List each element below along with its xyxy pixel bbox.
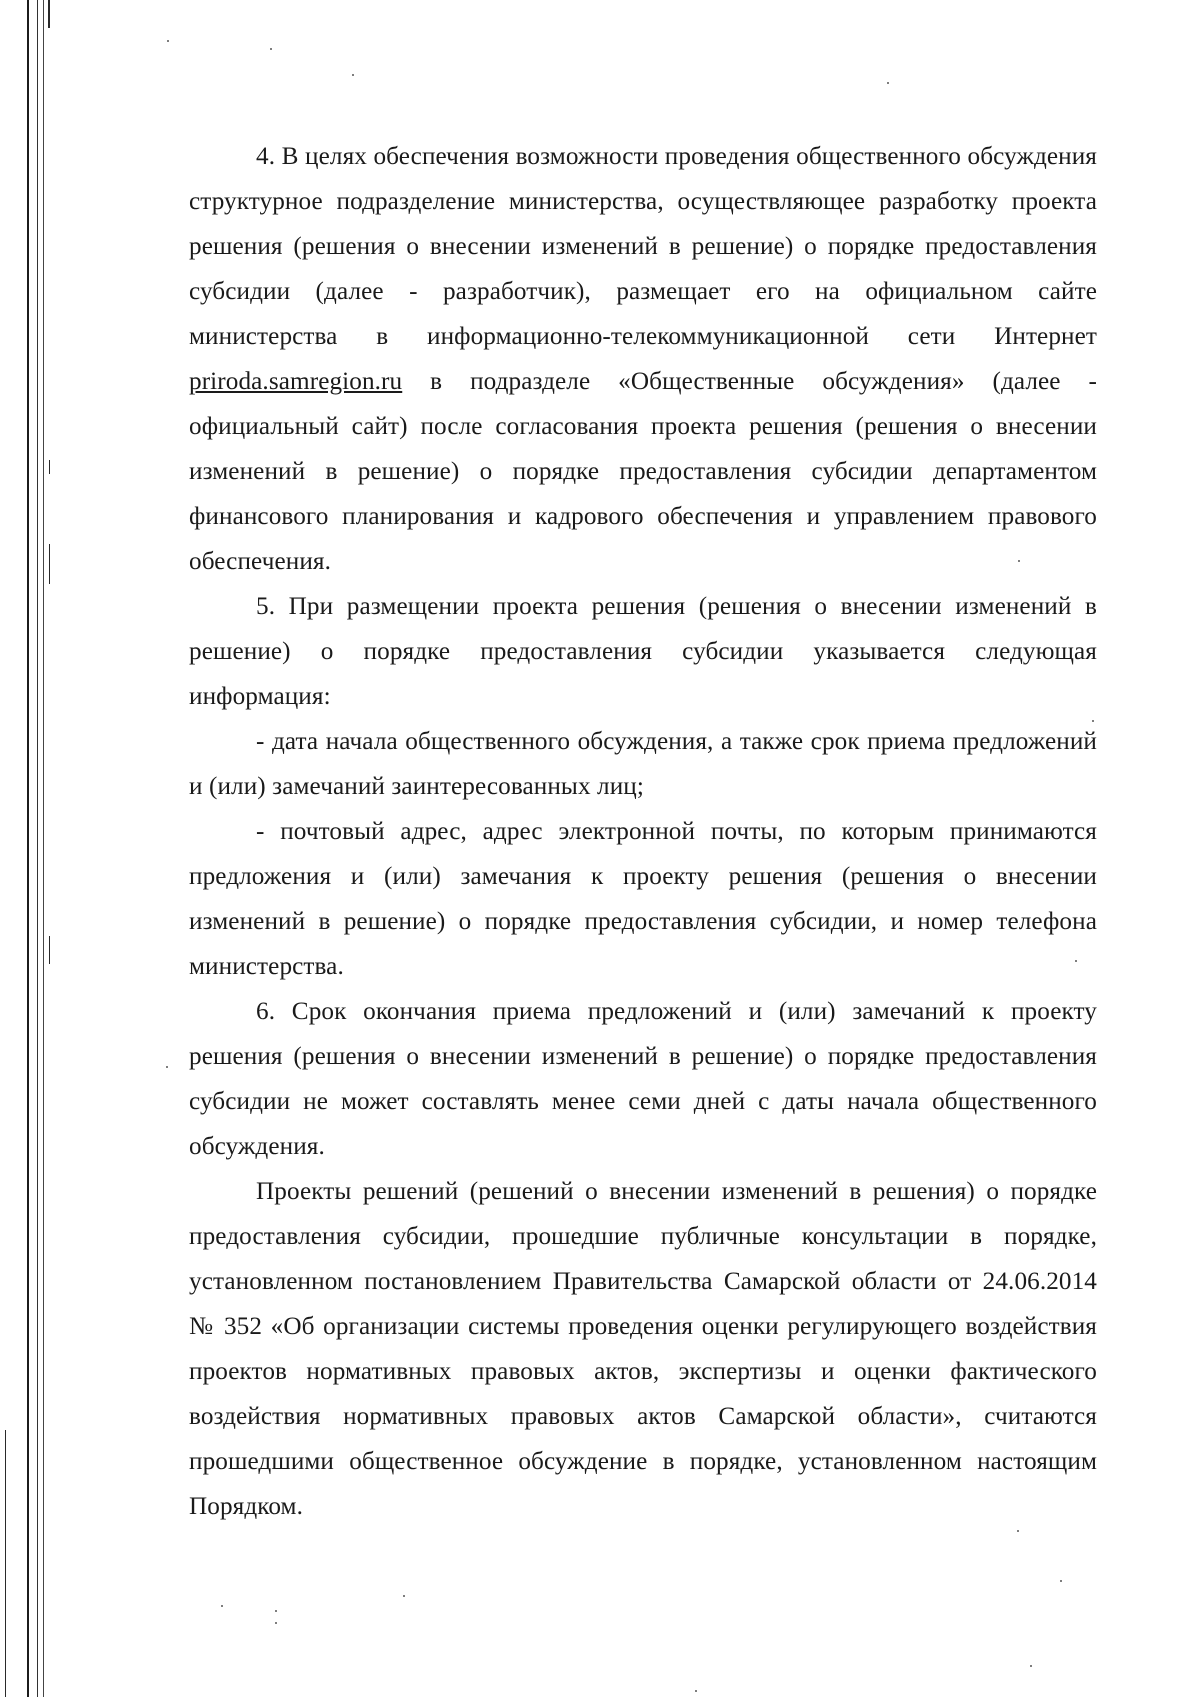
site-link[interactable]: priroda.samregion.ru	[189, 368, 403, 395]
scan-speck	[695, 1690, 697, 1692]
scan-speck	[166, 1066, 168, 1068]
paragraph-4	[189, 134, 1097, 584]
scan-speck	[167, 40, 169, 42]
scan-speck	[352, 74, 354, 76]
scan-speck	[275, 1610, 277, 1612]
scan-speck	[1060, 1580, 1062, 1582]
paragraph-6: 6. Срок окончания приема предложений и (или) замечаний к проекту решения (решения о внесении изменений в решение) о порядке предоставления субсидии не может составлять менее семи дней с даты начала общественного обсуждения.	[189, 998, 1097, 1160]
scan-edge-mark	[49, 544, 50, 584]
scan-speck	[270, 48, 272, 50]
scan-speck	[221, 1605, 223, 1607]
paragraph-5: 5. При размещении проекта решения (решения о внесении изменений в решение) о порядке предоставления субсидии указывается следующая информация:	[189, 593, 1097, 710]
list-item-date: - дата начала общественного обсуждения, а также срок приема предложений и (или) замечаний заинтересованных лиц;	[189, 728, 1097, 800]
scan-speck	[1030, 1665, 1032, 1667]
scan-edge-mark	[48, 0, 50, 28]
scan-edge-line	[37, 0, 38, 1697]
scan-speck	[403, 1595, 405, 1597]
paragraph-4-text: 4. В целях обеспечения возможности проведения общественного обсуждения структурное подразделение министерства, осуществляющее разработку проекта решения (решения о внесении изменений в решение) о порядке предоставления субсидии (далее - разработчик), размещает его на официальном сайте министерства в информационно-телекоммуникационной сети Интернет	[189, 143, 1097, 350]
scan-speck	[275, 1622, 277, 1624]
paragraph-projects: Проекты решений (решений о внесении изменений в решения) о порядке предоставления субсидии, прошедшие публичные консультации в порядке, установленном постановлением Правительства Самарской области от 24.06.2014 № 352 «Об организации системы проведения оценки регулирующего воздействия проектов нормативных правовых актов, экспертизы и оценки фактического воздействия нормативных правовых актов Самарской области», считаются прошедшими общественное обсуждение в порядке, установленном настоящим Порядком.	[189, 1178, 1097, 1520]
scan-speck	[887, 82, 889, 84]
scan-speck	[1017, 1530, 1019, 1532]
document-body	[189, 134, 1097, 1529]
list-item-address: - почтовый адрес, адрес электронной почты, по которым принимаются предложения и (или) замечания к проекту решения (решения о внесении изменений в решение) о порядке предоставления субсидии, и номер телефона министерства.	[189, 818, 1097, 980]
scan-edge-line	[43, 0, 44, 1697]
scan-edge-mark	[5, 1430, 6, 1697]
scan-edge-mark	[49, 460, 50, 474]
scan-edge-mark	[49, 936, 50, 964]
paragraph-4-text-cont: в подразделе «Общественные обсуждения» (далее - официальный сайт) после согласования проекта решения (решения о внесении изменений в решение) о порядке предоставления субсидии департаментом финансового планирования и кадрового обеспечения и управлением правового обеспечения.	[189, 368, 1097, 575]
scan-edge-line	[27, 0, 29, 1697]
